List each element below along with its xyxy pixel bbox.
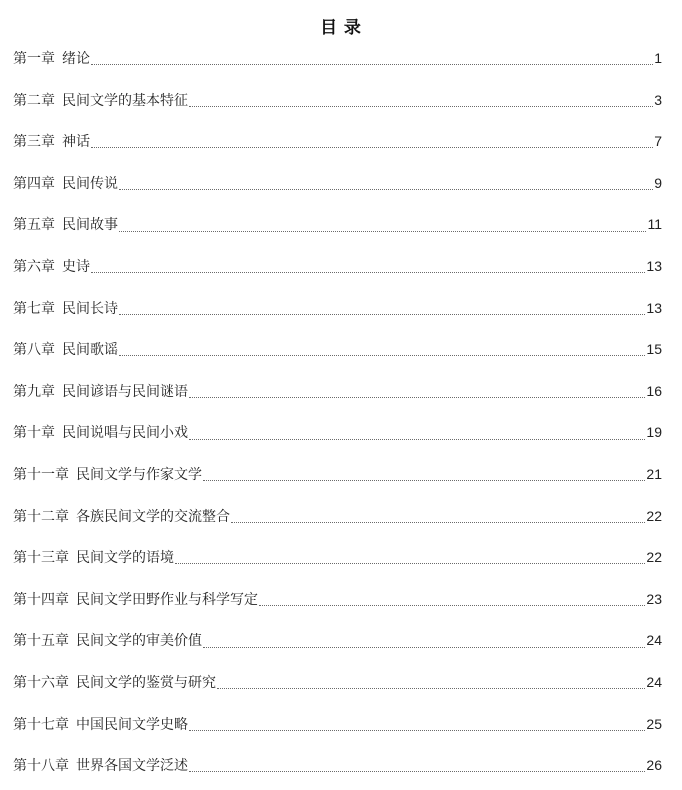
page-number: 22 <box>646 507 662 524</box>
page-number: 3 <box>654 91 662 108</box>
dot-leader <box>203 647 645 648</box>
chapter-number: 第六章 <box>13 257 55 274</box>
chapter-title: 民间歌谣 <box>62 341 118 358</box>
page-number: 24 <box>646 673 662 690</box>
chapter-title: 世界各国文学泛述 <box>76 757 188 774</box>
chapter-number: 第五章 <box>13 216 55 233</box>
chapter-number: 第二章 <box>13 91 55 108</box>
toc-entry <box>13 745 662 787</box>
toc-entry <box>13 204 662 246</box>
chapter-title: 神话 <box>62 133 90 150</box>
page-number: 19 <box>646 424 662 441</box>
toc-entry <box>13 620 662 662</box>
toc-entry <box>13 662 662 704</box>
dot-leader <box>91 147 653 148</box>
chapter-number: 第八章 <box>13 341 55 358</box>
chapter-number: 第十五章 <box>13 632 69 649</box>
toc-entry <box>13 246 662 288</box>
page-number: 24 <box>646 632 662 649</box>
dot-leader <box>189 106 653 107</box>
chapter-title: 民间文学田野作业与科学写定 <box>76 590 258 607</box>
page-number: 21 <box>646 465 662 482</box>
chapter-number: 第十六章 <box>13 673 69 690</box>
chapter-number: 第十七章 <box>13 715 69 732</box>
chapter-title: 民间文学的语境 <box>76 549 174 566</box>
toc-title: 目 录 <box>320 18 362 37</box>
chapter-title: 民间文学与作家文学 <box>76 465 202 482</box>
chapter-title: 中国民间文学史略 <box>76 715 188 732</box>
chapter-number: 第十八章 <box>13 757 69 774</box>
dot-leader <box>189 771 645 772</box>
dot-leader <box>119 231 646 232</box>
chapter-number: 第十四章 <box>13 590 69 607</box>
page-number: 9 <box>654 174 662 191</box>
toc-entry <box>13 163 662 205</box>
dot-leader <box>91 64 653 65</box>
page-number: 25 <box>646 715 662 732</box>
toc-entry <box>13 121 662 163</box>
chapter-title: 民间故事 <box>62 216 118 233</box>
chapter-number: 第十一章 <box>13 465 69 482</box>
page-number: 7 <box>654 133 662 150</box>
chapter-title: 绪论 <box>62 50 90 66</box>
toc-entry <box>13 412 662 454</box>
dot-leader <box>119 314 645 315</box>
dot-leader <box>259 605 645 606</box>
page-number: 22 <box>646 549 662 566</box>
toc-entry <box>13 454 662 496</box>
chapter-number: 第九章 <box>13 382 55 399</box>
chapter-number: 第十三章 <box>13 549 69 566</box>
chapter-title: 史诗 <box>62 257 90 274</box>
chapter-number: 第四章 <box>13 174 55 191</box>
chapter-title: 民间文学的审美价值 <box>76 632 202 649</box>
toc-entry <box>13 371 662 413</box>
dot-leader <box>189 439 645 440</box>
page-number: 13 <box>646 257 662 274</box>
chapter-number: 第十二章 <box>13 507 69 524</box>
chapter-title: 民间传说 <box>62 174 118 191</box>
page-number: 26 <box>646 757 662 774</box>
chapter-title: 各族民间文学的交流整合 <box>76 507 230 524</box>
page-number: 23 <box>646 590 662 607</box>
dot-leader <box>175 563 645 564</box>
toc-entry <box>13 80 662 122</box>
page-number: 1 <box>654 50 662 66</box>
dot-leader <box>189 397 645 398</box>
chapter-title: 民间说唱与民间小戏 <box>62 424 188 441</box>
page-number: 11 <box>647 216 662 233</box>
chapter-number: 第十章 <box>13 424 55 441</box>
dot-leader <box>119 355 645 356</box>
dot-leader <box>203 480 645 481</box>
dot-leader <box>189 730 645 731</box>
toc-entry <box>13 38 662 80</box>
toc-entry <box>13 579 662 621</box>
dot-leader <box>91 272 645 273</box>
page-number: 13 <box>646 299 662 316</box>
chapter-number: 第一章 <box>13 50 55 66</box>
page-number: 16 <box>646 382 662 399</box>
chapter-title: 民间文学的基本特征 <box>62 91 188 108</box>
chapter-number: 第三章 <box>13 133 55 150</box>
toc-entry <box>13 329 662 371</box>
chapter-title: 民间文学的鉴赏与研究 <box>76 673 216 690</box>
toc-entry <box>13 704 662 746</box>
toc-entry <box>13 288 662 330</box>
page-number: 15 <box>646 341 662 358</box>
chapter-title: 民间谚语与民间谜语 <box>62 382 188 399</box>
dot-leader <box>119 189 653 190</box>
toc-entry <box>13 496 662 538</box>
chapter-title: 民间长诗 <box>62 299 118 316</box>
dot-leader <box>231 522 645 523</box>
dot-leader <box>217 688 645 689</box>
toc-list <box>13 38 662 787</box>
chapter-number: 第七章 <box>13 299 55 316</box>
toc-entry <box>13 537 662 579</box>
